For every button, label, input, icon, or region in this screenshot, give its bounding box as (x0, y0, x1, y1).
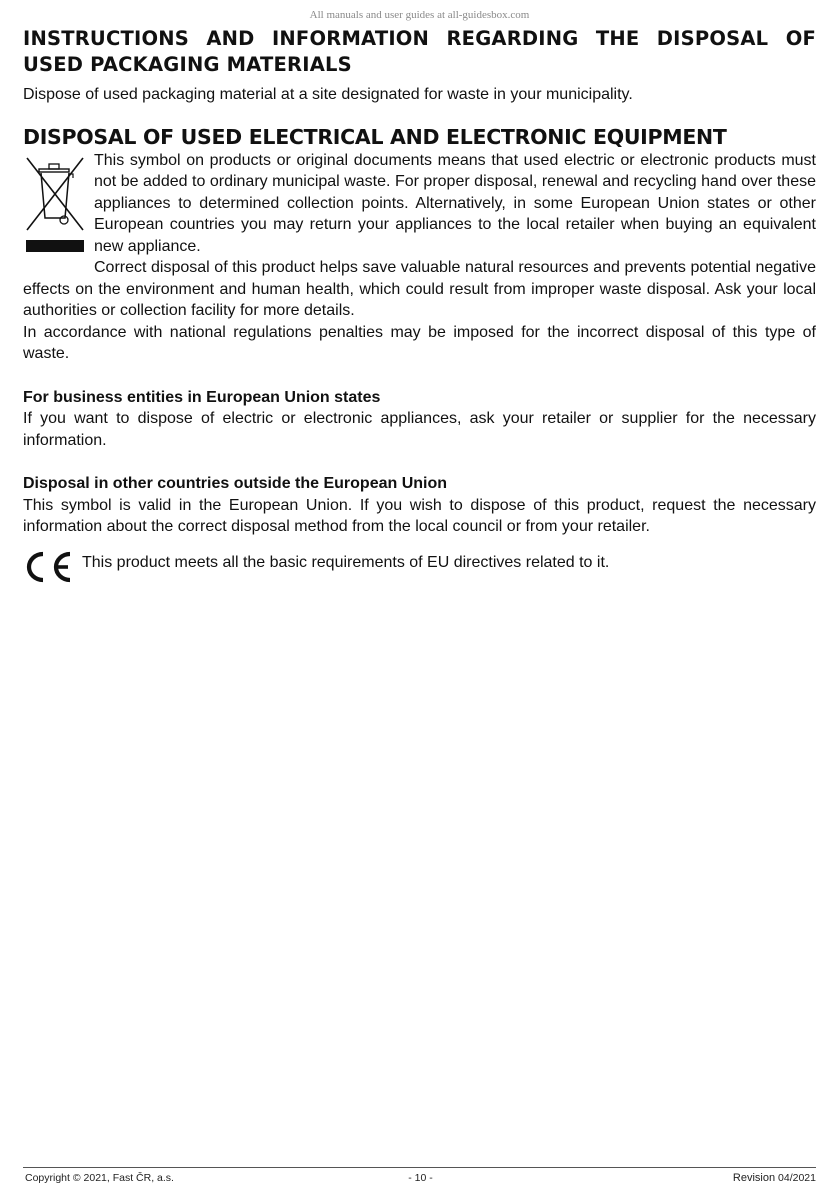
footer (25, 1172, 816, 1186)
packaging-heading: INSTRUCTIONS AND INFORMATION REGARDING THE DISPOSAL OF USED PACKAGING MATERIALS (23, 27, 816, 76)
weee-section (23, 150, 816, 365)
footer-divider (23, 1167, 816, 1168)
ce-statement (23, 550, 816, 584)
page-content (23, 26, 816, 584)
ce-mark-icon (23, 550, 75, 584)
business-heading: For business entities in European Union states (23, 388, 381, 406)
footer-revision (733, 1172, 816, 1184)
weee-paragraph-3: In accordance with national regulations penalties may be imposed for the incorrect disposal of this type of waste. (23, 323, 816, 362)
business-text: If you want to dispose of electric or electronic appliances, ask your retailer or supplier for the necessary information. (23, 410, 816, 449)
crossed-out-wheelie-bin-icon (23, 152, 87, 254)
footer-page-number: - 10 - (408, 1172, 433, 1184)
weee-paragraph-1: This symbol on products or original documents means that used electric or electronic products must not be added to ordinary municipal waste. For proper disposal, renewal and recycling hand over these appliances to determined collection points. Alternatively, in some European Union states or other European countries you may return your appliances to the local retailer when buying an equivalent new appliance. (94, 151, 816, 255)
watermark: All manuals and user guides at all-guidesbox.com (309, 9, 530, 21)
weee-heading: DISPOSAL OF USED ELECTRICAL AND ELECTRONIC EQUIPMENT (23, 124, 727, 149)
outside-eu-heading: Disposal in other countries outside the European Union (23, 475, 448, 492)
outside-eu-text: This symbol is valid in the European Union. If you wish to dispose of this product, request the necessary information about the correct disposal method from the local council or from your retailer. (23, 496, 816, 535)
footer-copyright: Copyright © 2021, Fast ČR, a.s. (25, 1172, 174, 1184)
revision-label: Revision (732, 1172, 776, 1184)
weee-paragraph-2: Correct disposal of this product helps save valuable natural resources and prevents potential negative effects on the environment and human health, which could result from improper waste disposal. Ask your local authorities or collection facility for more details. (23, 259, 816, 319)
revision-date: 04/2021 (778, 1172, 816, 1184)
packaging-text: Dispose of used packaging material at a site designated for waste in your municipality. (23, 86, 633, 103)
ce-text: This product meets all the basic requirements of EU directives related to it. (82, 553, 610, 571)
